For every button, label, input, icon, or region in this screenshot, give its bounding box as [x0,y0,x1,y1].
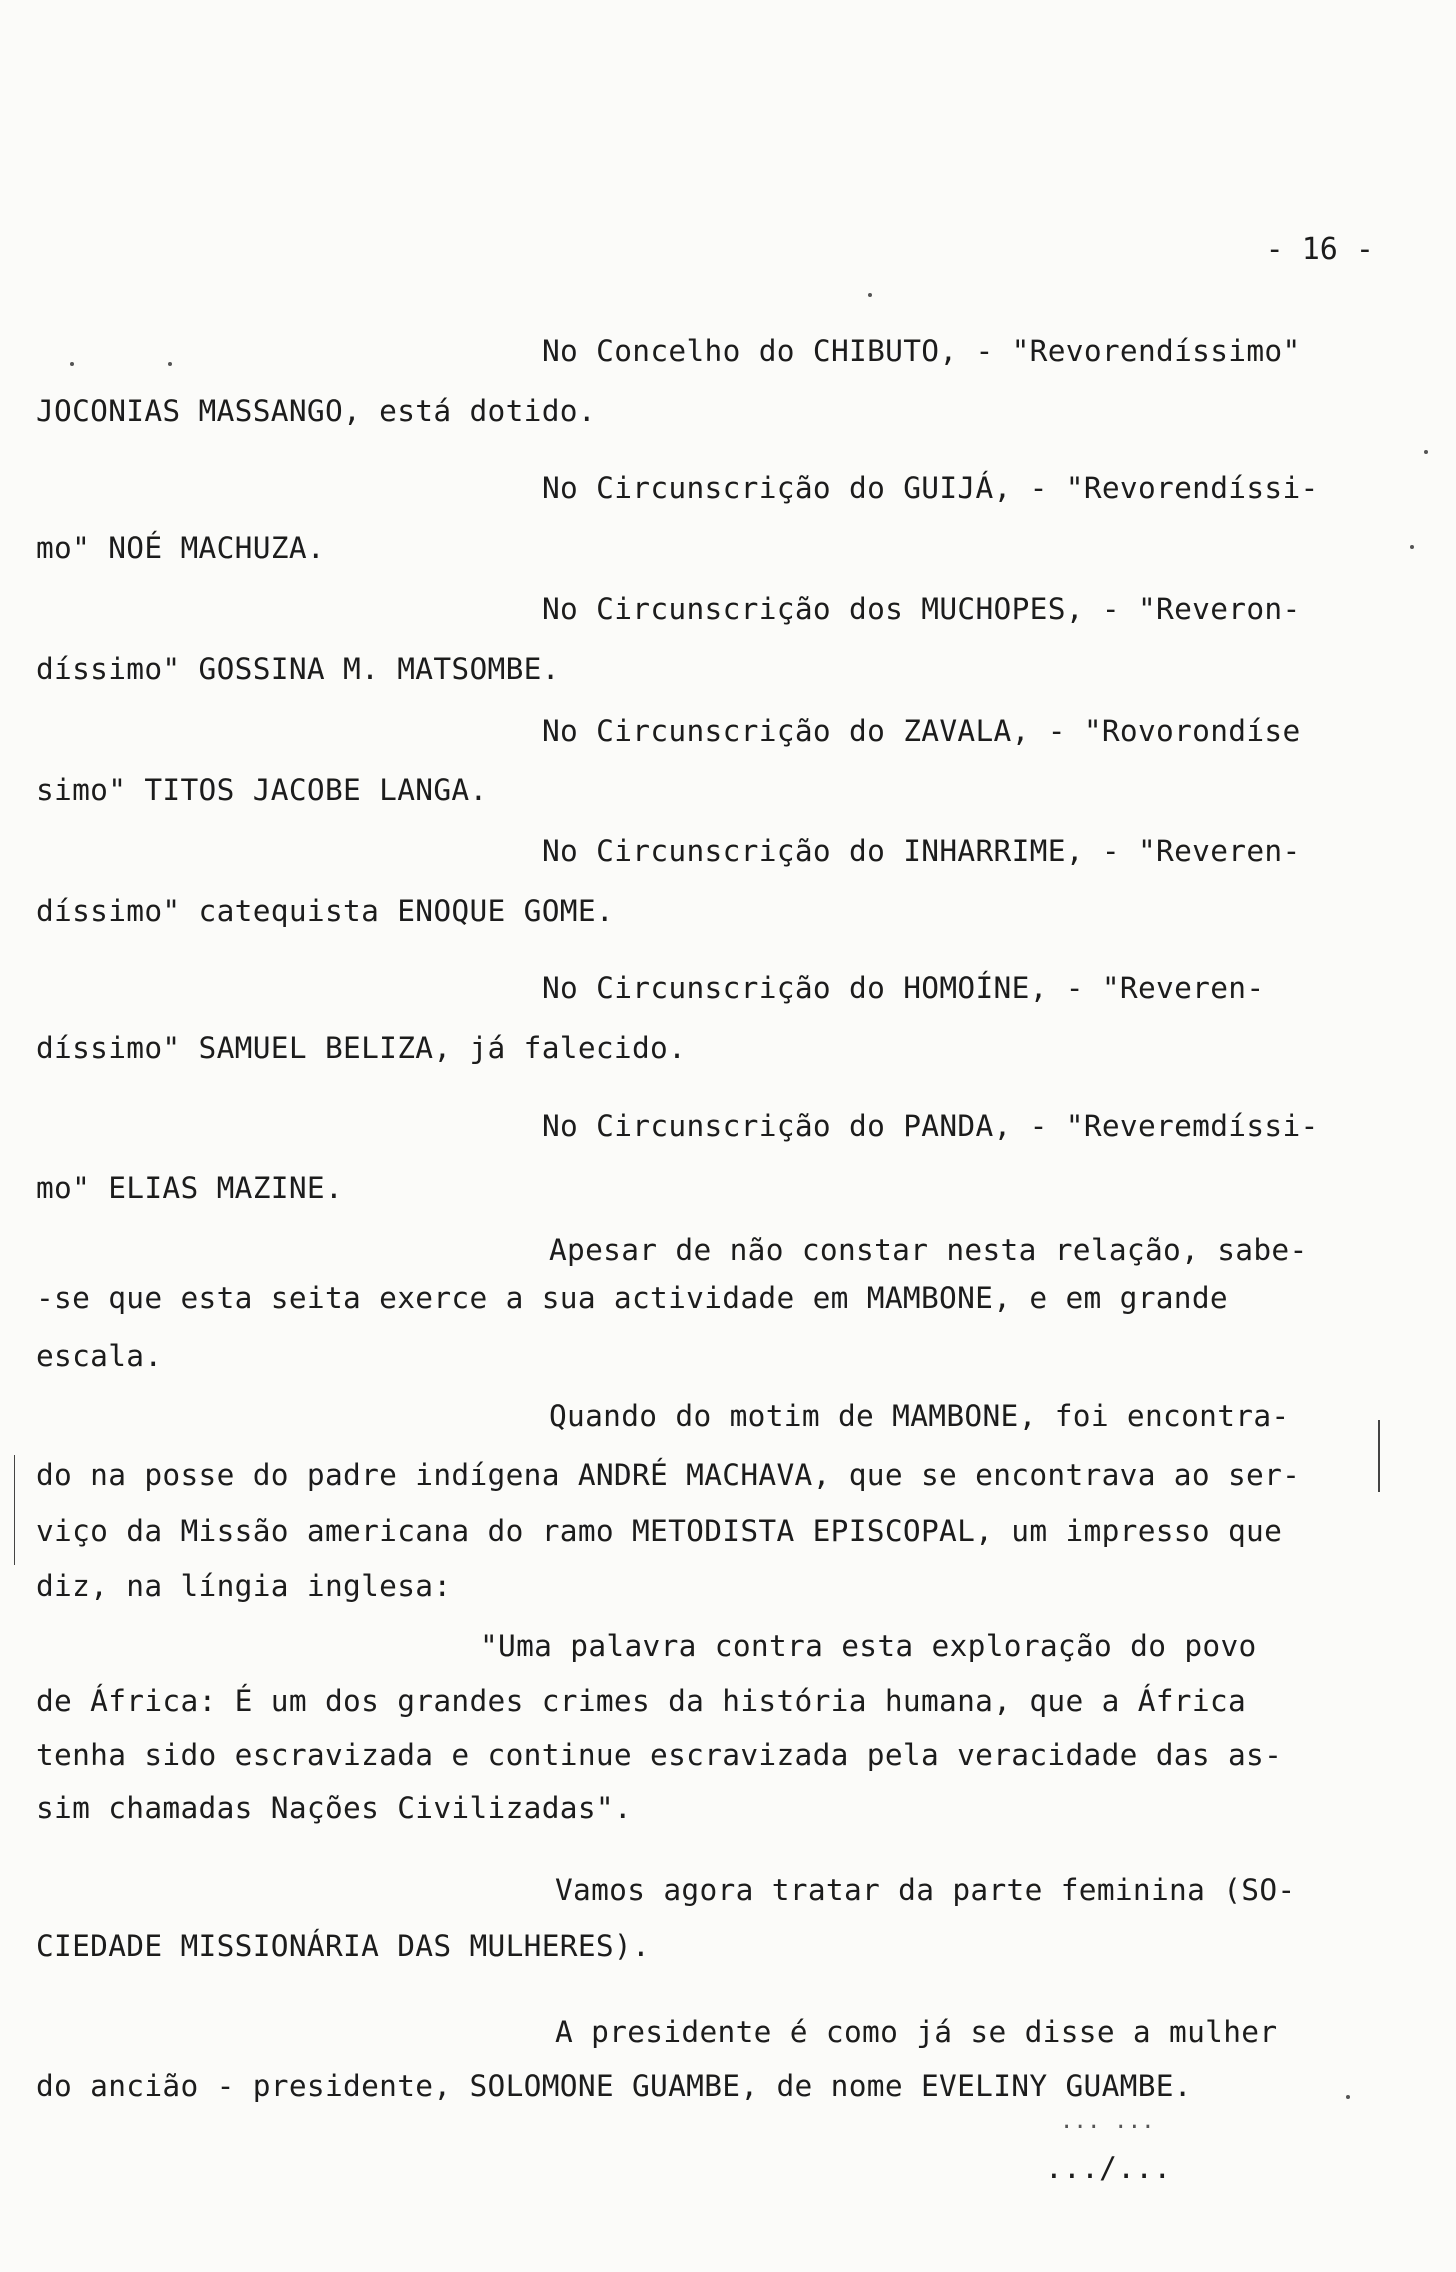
text-line: escala. [36,1339,163,1373]
scan-speck [1424,450,1428,454]
text-line: simo" TITOS JACOBE LANGA. [36,773,488,807]
text-line: díssimo" catequista ENOQUE GOME. [36,894,614,928]
text-line: díssimo" SAMUEL BELIZA, já falecido. [36,1031,687,1065]
text-line: A presidente é como já se disse a mulher [555,2015,1278,2049]
continuation-dots: ... ... [1060,2109,1155,2134]
quote-line: de África: É um dos grandes crimes da história humana, que a África [36,1684,1247,1718]
scan-speck [168,362,172,366]
text-line: No Circunscrição dos MUCHOPES, - "Reveron- [542,592,1301,626]
text-line: No Circunscrição do PANDA, - "Reveremdíssi- [542,1109,1319,1143]
text-line: JOCONIAS MASSANGO, está dotido. [36,394,596,428]
text-line: do na posse do padre indígena ANDRÉ MACHAVA, que se encontrava ao ser- [36,1458,1301,1492]
text-line: diz, na língia inglesa: [36,1569,452,1603]
quote-line: "Uma palavra contra esta exploração do povo [480,1629,1257,1663]
text-line: Quando do motim de MAMBONE, foi encontra- [549,1399,1290,1433]
continuation-mark: .../... [1045,2151,1172,2185]
text-line: Apesar de não constar nesta relação, sabe- [549,1233,1308,1267]
page-number: - 16 - [1265,232,1374,267]
text-line: No Circunscrição do ZAVALA, - "Rovorondíse [542,714,1301,748]
text-line: díssimo" GOSSINA M. MATSOMBE. [36,652,560,686]
margin-mark [1378,1420,1380,1492]
scan-speck [70,362,74,366]
text-line: No Concelho do CHIBUTO, - "Revorendíssimo" [542,334,1301,368]
text-line: mo" ELIAS MAZINE. [36,1171,344,1205]
text-line: No Circunscrição do HOMOÍNE, - "Reveren- [542,971,1265,1005]
text-line: viço da Missão americana do ramo METODISTA EPISCOPAL, um impresso que [36,1514,1283,1548]
scan-speck [868,293,872,297]
scan-speck [1410,545,1414,549]
text-line: No Circunscrição do GUIJÁ, - "Revorendíssi- [542,471,1319,505]
scan-speck [1346,2095,1350,2099]
text-line: CIEDADE MISSIONÁRIA DAS MULHERES). [36,1929,651,1963]
margin-mark [14,1455,15,1565]
text-line: Vamos agora tratar da parte feminina (SO- [555,1873,1296,1907]
text-line: mo" NOÉ MACHUZA. [36,531,325,565]
text-line: -se que esta seita exerce a sua actividade em MAMBONE, e em grande [36,1281,1228,1315]
quote-line: sim chamadas Nações Civilizadas". [36,1791,632,1825]
text-line: No Circunscrição do INHARRIME, - "Reveren- [542,834,1301,868]
text-line: do ancião - presidente, SOLOMONE GUAMBE, de nome EVELINY GUAMBE. [36,2069,1192,2103]
quote-line: tenha sido escravizada e continue escravizada pela veracidade das as- [36,1738,1283,1772]
